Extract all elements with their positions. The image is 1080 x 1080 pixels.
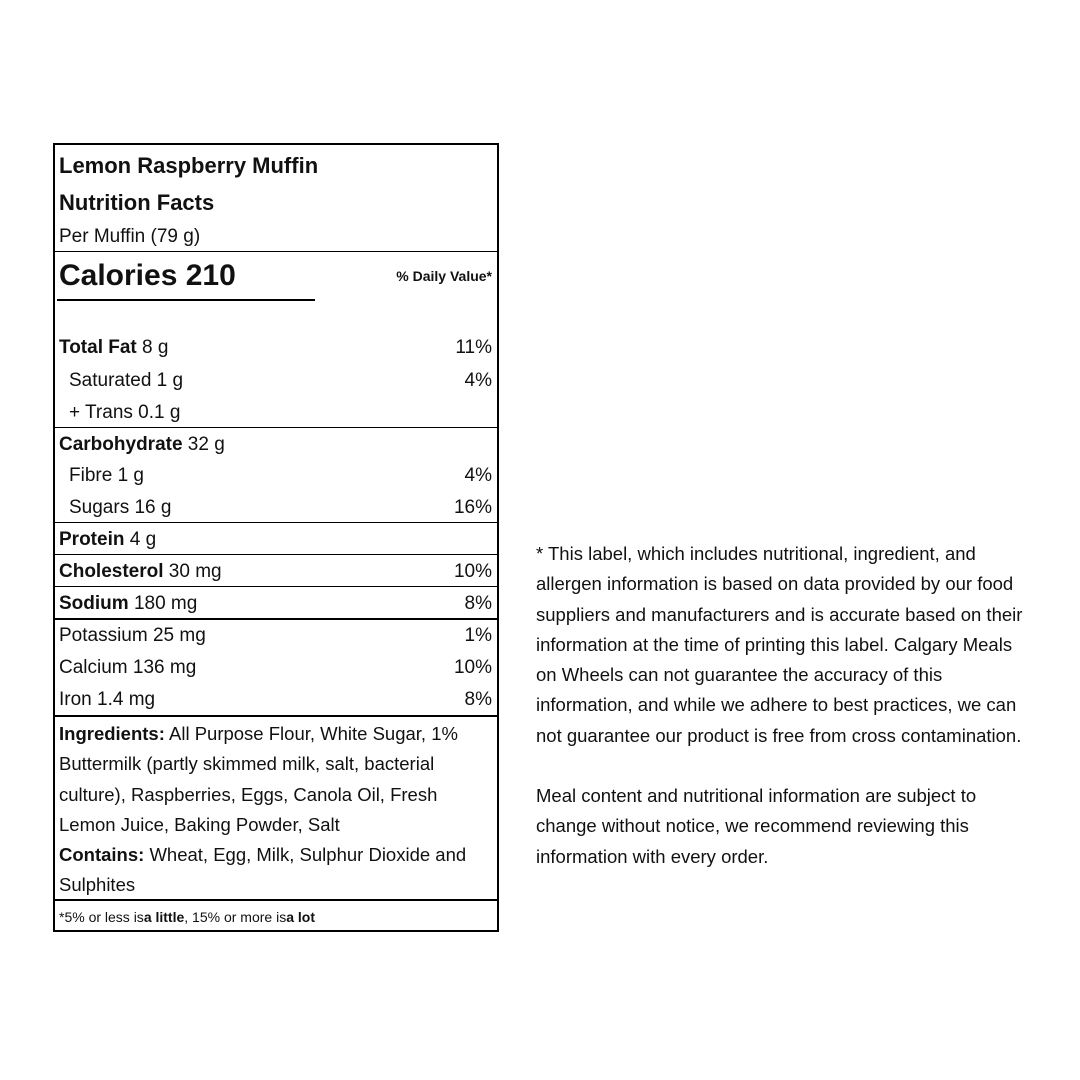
nutrient-name: Cholesterol <box>59 561 164 582</box>
nutrient-dv: 8% <box>464 593 492 614</box>
disclaimer-paragraph: Meal content and nutritional information are subject to change without notice, we recommend reviewing this information with every order. <box>536 785 977 867</box>
divider <box>55 427 497 428</box>
product-name-row <box>55 150 497 182</box>
calories-underline <box>57 299 315 301</box>
nutrient-name: Saturated 1 g <box>69 370 184 391</box>
nutrient-amount: 4 g <box>124 529 157 550</box>
ingredients-label: Ingredients: <box>59 723 165 744</box>
divider <box>55 586 497 587</box>
footnote-little: a little <box>143 908 185 925</box>
nutrient-name: Fibre 1 g <box>69 465 144 486</box>
divider <box>55 715 497 717</box>
nutrient-dv: 1% <box>464 625 492 646</box>
footnote-lot: a lot <box>286 908 315 925</box>
nutrient-name: Protein <box>59 529 125 550</box>
nutrient-dv: 16% <box>453 497 492 518</box>
serving-row <box>55 223 497 251</box>
ingredients <box>59 719 493 840</box>
footnote-prefix: *5% or less is <box>59 908 144 925</box>
nutrient-row-saturated <box>55 366 497 396</box>
nutrient-row-sodium <box>55 589 497 619</box>
nutrient-row-cholesterol <box>55 557 497 587</box>
disclaimer-paragraph: * This label, which includes nutritional, ingredient, and allergen information is based on data provided by our food suppliers and manufacturers and is accurate based on their information at the time of printing this label. Calgary Meals on Wheels can not guarantee the accuracy of this information, and while we adhere to best practices, we can not guarantee our product is free from cross contamination. <box>536 543 1023 746</box>
disclaimer <box>536 539 1026 872</box>
nutrient-dv: 4% <box>464 465 492 486</box>
nutrient-name: Iron 1.4 mg <box>59 689 156 710</box>
divider <box>55 618 497 620</box>
divider <box>55 251 497 252</box>
nutrition-facts-label <box>53 143 499 932</box>
daily-value-footnote <box>55 901 497 932</box>
contains-text: Wheat, Egg, Milk, Sulphur Dioxide and Sulphites <box>59 844 467 896</box>
calories-row <box>55 255 497 297</box>
nutrient-name: Carbohydrate <box>59 434 183 455</box>
allergens <box>59 840 493 901</box>
nutrient-dv: 8% <box>464 689 492 710</box>
nutrient-amount: 8 g <box>136 337 169 358</box>
nutrient-row-trans <box>55 398 497 428</box>
nutrient-row-potassium <box>55 621 497 651</box>
divider <box>55 554 497 555</box>
footnote-middle: , 15% or more is <box>184 908 287 925</box>
ingredients-text: All Purpose Flour, White Sugar, 1% Buttermilk (partly skimmed milk, salt, bacterial culture), Raspberries, Eggs, Canola Oil, Fresh Lemon Juice, Baking Powder, Salt <box>59 723 458 835</box>
nutrient-row-protein <box>55 525 497 555</box>
calories: Calories 210 <box>59 259 236 292</box>
nutrient-dv: 11% <box>455 337 492 358</box>
nutrient-row-calcium <box>55 653 497 683</box>
daily-value-header: % Daily Value* <box>396 268 492 284</box>
contains-label: Contains: <box>59 844 145 866</box>
nutrient-row-total-fat <box>55 333 497 363</box>
nutrient-name: Sodium <box>59 593 129 614</box>
heading-row <box>55 187 497 219</box>
product-name: Lemon Raspberry Muffin <box>59 153 319 178</box>
nutrient-amount: 32 g <box>182 434 225 455</box>
nutrient-dv: 10% <box>453 561 492 582</box>
divider <box>55 522 497 523</box>
nutrient-row-carbohydrate <box>55 430 497 460</box>
ingredients-block <box>55 719 497 901</box>
nutrient-dv: 4% <box>464 370 492 391</box>
nutrient-row-iron <box>55 685 497 715</box>
nutrient-name: + Trans 0.1 g <box>69 402 181 423</box>
nutrient-name: Total Fat <box>59 337 137 358</box>
nutrient-row-fibre <box>55 461 497 491</box>
nutrient-name: Potassium 25 mg <box>59 625 206 646</box>
nutrient-amount: 30 mg <box>163 561 222 582</box>
nutrient-row-sugars <box>55 493 497 523</box>
serving-size: Per Muffin (79 g) <box>59 226 201 247</box>
nutrient-amount: 180 mg <box>128 593 198 614</box>
nutrient-dv: 10% <box>453 657 492 678</box>
nutrient-name: Sugars 16 g <box>69 497 172 518</box>
nutrient-name: Calcium 136 mg <box>59 657 197 678</box>
nutrition-facts-heading: Nutrition Facts <box>59 190 215 215</box>
